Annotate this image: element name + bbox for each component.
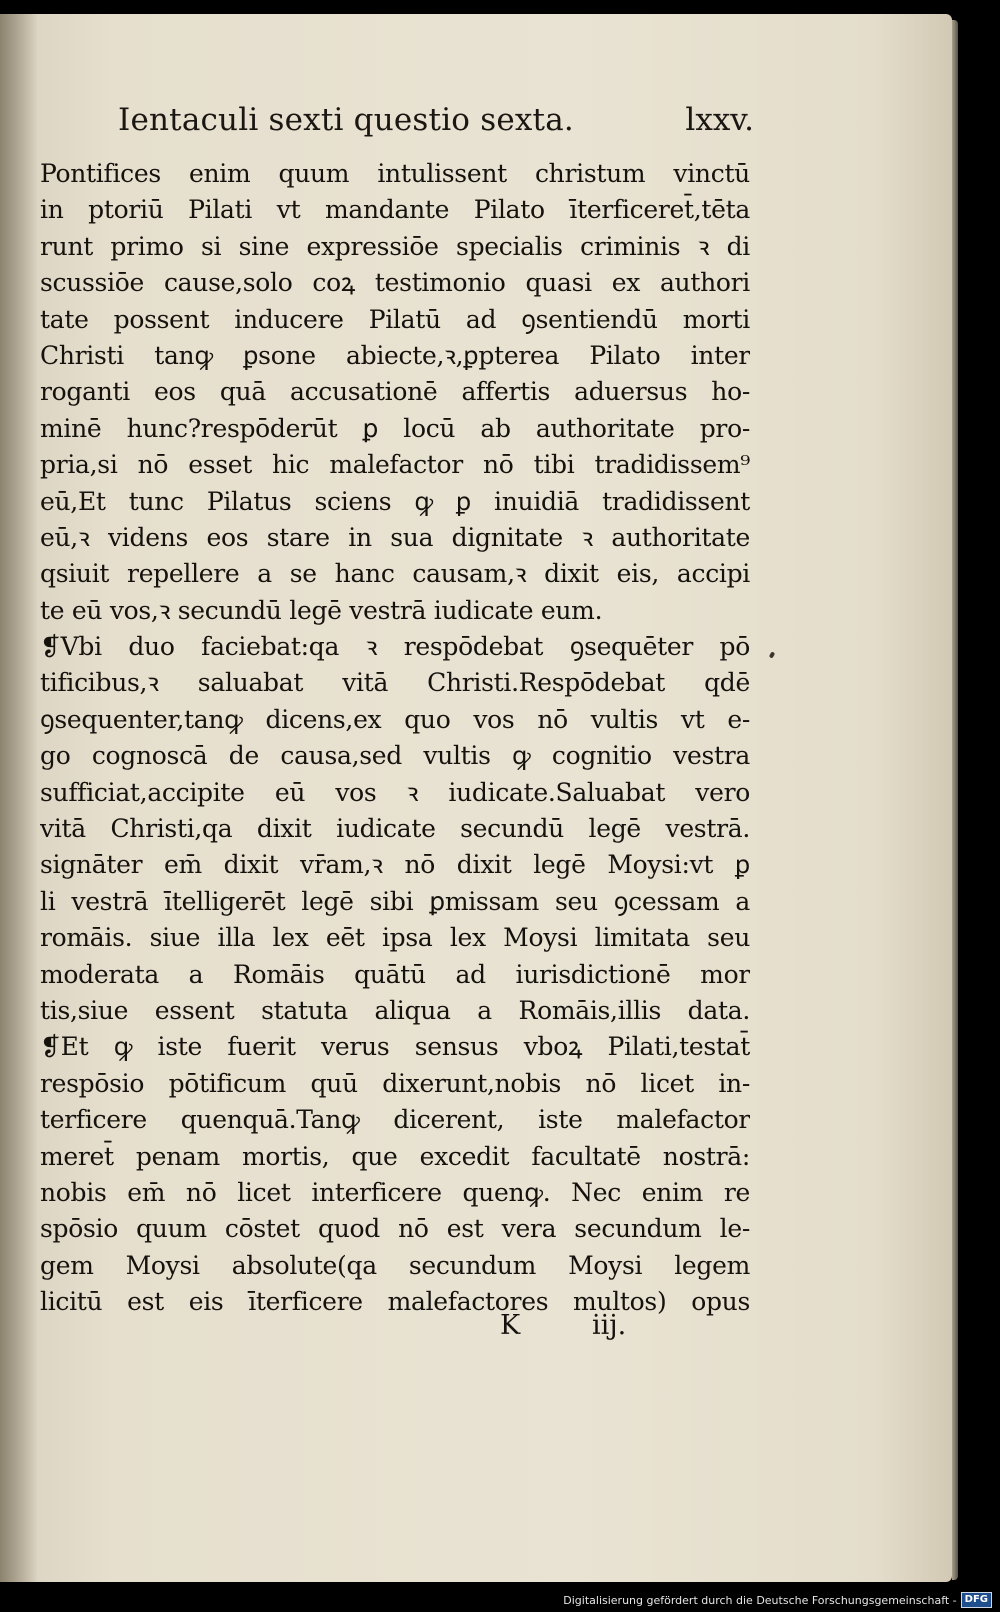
text-line: tate possent inducere Pilatū ad ꝯsentiendū morti bbox=[40, 304, 750, 334]
text-line: respōsio pōtificum quū dixerunt,nobis nō licet in- bbox=[40, 1068, 750, 1098]
text-line: ❡Vbi duo faciebat:qa ꝛ respōdebat ꝯsequēter pō bbox=[40, 632, 750, 662]
text-line: Christi tanꝙ ꝑsone abiecte,ꝛ,ꝑpterea Pilato inter bbox=[40, 340, 750, 370]
text-line: ꝯsequenter,tanꝙ dicens,ex quo vos nō vultis vt e- bbox=[40, 704, 750, 734]
text-line: go cognoscā de causa,sed vultis ꝙ cognitio vestra bbox=[40, 741, 750, 771]
signature-number: iij. bbox=[592, 1310, 627, 1341]
text-line: ❡Et ꝙ iste fuerit verus sensus vboꝝ Pilati,testat̄ bbox=[40, 1032, 750, 1062]
text-line: tificibus,ꝛ saluabat vitā Christi.Respōdebat qdē bbox=[40, 668, 750, 698]
text-line: licitū est eis īterficere malefactores multos) opus bbox=[40, 1287, 750, 1317]
body-text bbox=[40, 156, 750, 1321]
footer-text: Digitalisierung gefördert durch die Deutsche Forschungsgemeinschaft - bbox=[563, 1593, 957, 1607]
text-line: runt primo si sine expressiōe specialis criminis ꝛ di bbox=[40, 231, 750, 261]
text-line: tis,siue essent statuta aliqua a Romāis,illis data. bbox=[40, 995, 750, 1025]
page-header bbox=[118, 102, 754, 148]
text-line: romāis. siue illa lex eēt ipsa lex Moysi limitata seu bbox=[40, 923, 750, 953]
running-head: Ientaculi sexti questio sexta. bbox=[118, 102, 574, 138]
text-line: minē hunc?respōderūt ꝑ locū ab authoritate pro- bbox=[40, 413, 750, 443]
text-line: in ptoriū Pilati vt mandante Pilato īterficeret̄,tēta bbox=[40, 195, 750, 225]
book-page bbox=[0, 14, 952, 1582]
text-line: scussiōe cause,solo coꝝ testimonio quasi ex authori bbox=[40, 268, 750, 298]
text-line: vitā Christi,qa dixit iudicate secundū legē vestrā. bbox=[40, 814, 750, 844]
text-line: li vestrā ītelligerēt legē sibi ꝑmissam seu ꝯcessam a bbox=[40, 886, 750, 916]
text-line: moderata a Romāis quātū ad iurisdictionē mor bbox=[40, 959, 750, 989]
text-line: meret̄ penam mortis, que excedit facultatē nostrā: bbox=[40, 1141, 750, 1171]
page-edge bbox=[952, 20, 958, 1580]
text-line: sufficiat,accipite eū vos ꝛ iudicate.Saluabat vero bbox=[40, 777, 750, 807]
folio-number: lxxv. bbox=[685, 102, 754, 138]
signature-letter: K bbox=[500, 1310, 521, 1341]
text-line: spōsio quum cōstet quod nō est vera secundum le- bbox=[40, 1214, 750, 1244]
dfg-logo: DFG bbox=[961, 1592, 992, 1608]
text-line: gem Moysi absolute(qa secundum Moysi legem bbox=[40, 1250, 750, 1280]
text-line: eū,ꝛ videns eos stare in sua dignitate ꝛ authoritate bbox=[40, 522, 750, 552]
text-line: terficere quenquā.Tanꝙ dicerent, iste malefactor bbox=[40, 1105, 750, 1135]
text-line: roganti eos quā accusationē affertis aduersus ho- bbox=[40, 377, 750, 407]
text-line: qsiuit repellere a se hanc causam,ꝛ dixit eis, accipi bbox=[40, 559, 750, 589]
text-line: nobis em̄ nō licet interficere quenꝙ. Nec enim re bbox=[40, 1177, 750, 1207]
text-line: eū,Et tunc Pilatus sciens ꝙ ꝑ inuidiā tradidissent bbox=[40, 486, 750, 516]
text-line: te eū vos,ꝛ secundū legē vestrā iudicate eum. bbox=[40, 595, 603, 625]
digitization-footer bbox=[563, 1591, 992, 1609]
signature-mark bbox=[500, 1310, 660, 1350]
text-line: pria,si nō esset hic malefactor nō tibi tradidissem⁹ bbox=[40, 450, 750, 480]
ink-speck bbox=[769, 651, 775, 658]
text-line: Pontifices enim quum intulissent christum vinctū bbox=[40, 159, 750, 188]
text-line: signāter em̄ dixit vr̄am,ꝛ nō dixit legē Moysi:vt ꝑ bbox=[40, 850, 750, 880]
